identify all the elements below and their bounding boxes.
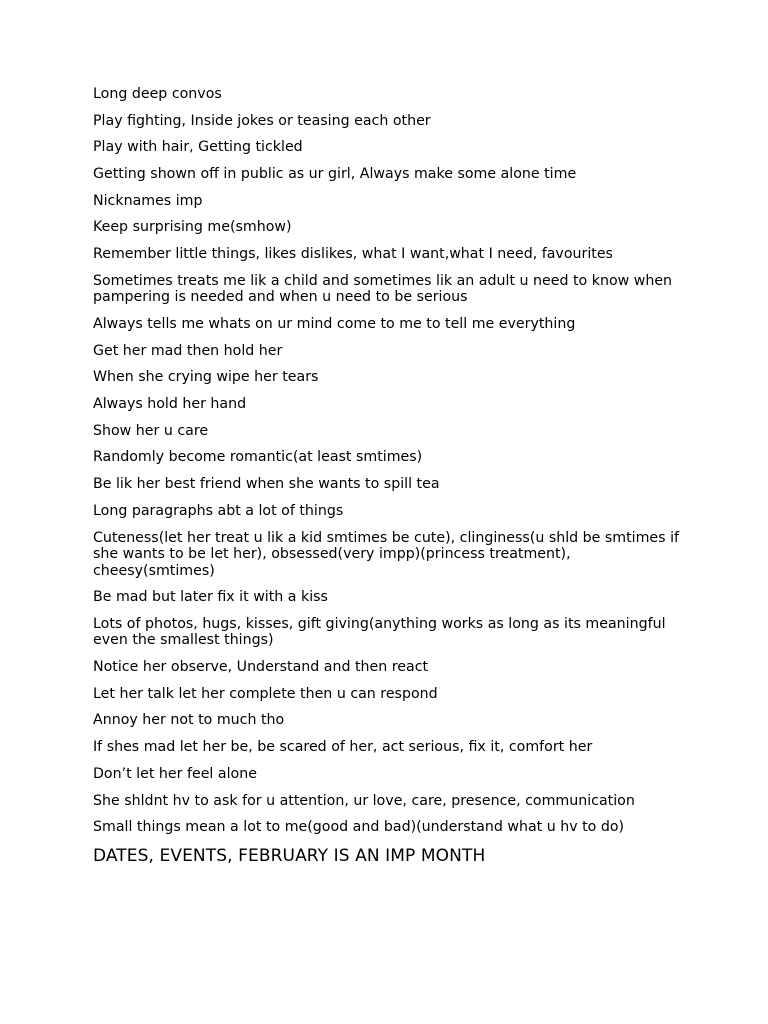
list-item: Let her talk let her complete then u can respond (93, 685, 438, 702)
list-item: Get her mad then hold her (93, 342, 283, 359)
list-item: Play fighting, Inside jokes or teasing each other (93, 112, 431, 129)
list-item: Sometimes treats me lik a child and sometimes lik an adult u need to know when pampering is needed and when u need to be serious (93, 272, 673, 306)
list-item: Remember little things, likes dislikes, what I want,what I need, favourites (93, 246, 613, 263)
list-item: Play with hair, Getting tickled (93, 139, 303, 156)
list-item: Always hold her hand (93, 396, 247, 413)
list-item: If shes mad let her be, be scared of her, act serious, fix it, comfort her (93, 739, 593, 756)
list-item: Notice her observe, Understand and then react (93, 659, 429, 676)
list-item: Keep surprising me(smhow) (93, 219, 292, 236)
list-item: Show her u care (93, 422, 209, 439)
list-item: Always tells me whats on ur mind come to me to tell me everything (93, 316, 576, 332)
list-item: When she crying wipe her tears (93, 369, 319, 386)
list-item: She shldnt hv to ask for u attention, ur love, care, presence, communication (93, 792, 635, 809)
list-item: Cuteness(let her treat u lik a kid smtimes be cute), clinginess(u shld be smtimes if she wants to be let her), obsessed(very impp)(princess treatment), cheesy(smtimes) (93, 529, 680, 579)
list-item: Annoy her not to much tho (93, 712, 285, 729)
list-item: Lots of photos, hugs, kisses, gift giving(anything works as long as its meaningful even the smallest things) (93, 615, 666, 649)
list-item: Randomly become romantic(at least smtimes) (93, 449, 423, 466)
list-item: Long deep convos (93, 86, 222, 102)
list-item: Be lik her best friend when she wants to spill tea (93, 476, 440, 493)
document-heading: DATES, EVENTS, FEBRUARY IS AN IMP MONTH (93, 845, 486, 866)
list-item: Long paragraphs abt a lot of things (93, 502, 344, 519)
list-item: Nicknames imp (93, 192, 203, 209)
list-item: Getting shown off in public as ur girl, Always make some alone time (93, 166, 577, 183)
list-item: Don’t let her feel alone (93, 765, 257, 782)
document-page (93, 86, 693, 866)
list-item: Be mad but later fix it with a kiss (93, 589, 328, 606)
list-item: Small things mean a lot to me(good and bad)(understand what u hv to do) (93, 819, 625, 836)
